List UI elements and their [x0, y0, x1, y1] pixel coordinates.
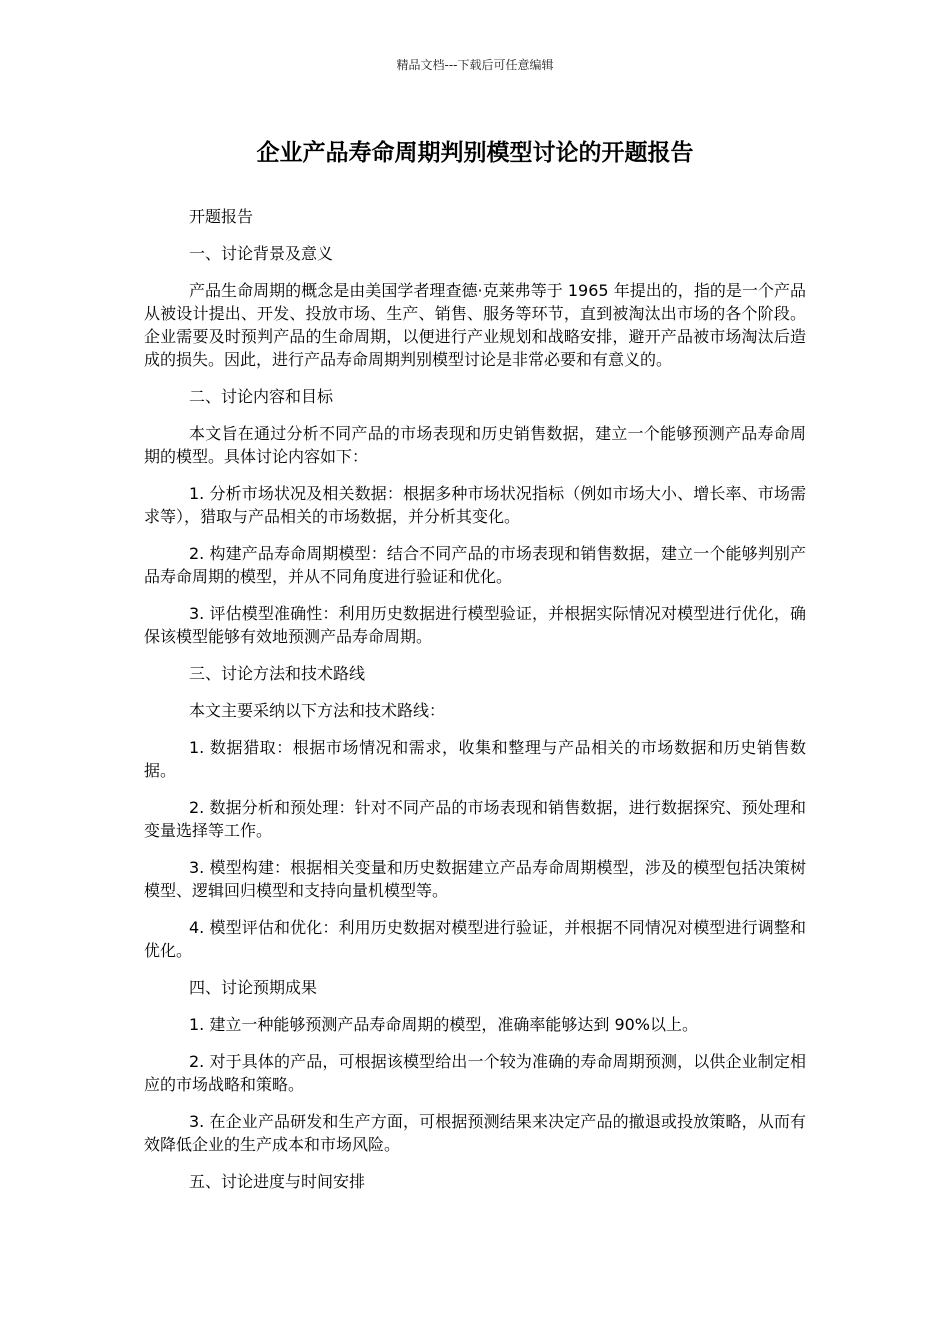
section-heading-background: 一、讨论背景及意义 [189, 244, 334, 263]
document-title: 企业产品寿命周期判别模型讨论的开题报告 [256, 140, 694, 166]
section-heading-expected-results: 四、讨论预期成果 [189, 978, 318, 997]
list-item-result-2: 2. 对于具体的产品，可根据该模型给出一个较为准确的寿命周期预测，以供企业制定相应的市场战略和策略。 [144, 1052, 806, 1094]
paragraph-report-label: 开题报告 [189, 207, 254, 226]
paragraph-methods-intro: 本文主要采纳以下方法和技术路线： [189, 701, 446, 720]
list-item-result-1: 1. 建立一种能够预测产品寿命周期的模型，准确率能够达到 90%以上。 [189, 1015, 699, 1034]
list-item-method-2: 2. 数据分析和预处理：针对不同产品的市场表现和销售数据，进行数据探究、预处理和变量选择等工作。 [144, 798, 806, 840]
section-heading-schedule: 五、讨论进度与时间安排 [189, 1172, 366, 1191]
list-item-content-2: 2. 构建产品寿命周期模型：结合不同产品的市场表现和销售数据，建立一个能够判别产品寿命周期的模型，并从不同角度进行验证和优化。 [144, 544, 806, 586]
section-heading-content-goals: 二、讨论内容和目标 [189, 387, 334, 406]
list-item-content-1: 1. 分析市场状况及相关数据：根据多种市场状况指标（例如市场大小、增长率、市场需求等），猎取与产品相关的市场数据，并分析其变化。 [144, 484, 806, 526]
list-item-content-3: 3. 评估模型准确性：利用历史数据进行模型验证，并根据实际情况对模型进行优化，确保该模型能够有效地预测产品寿命周期。 [144, 604, 806, 646]
document-body [144, 205, 806, 1207]
paragraph-content-intro: 本文旨在通过分析不同产品的市场表现和历史销售数据，建立一个能够预测产品寿命周期的模型。具体讨论内容如下： [144, 424, 806, 466]
list-item-method-3: 3. 模型构建：根据相关变量和历史数据建立产品寿命周期模型，涉及的模型包括决策树模型、逻辑回归模型和支持向量机模型等。 [144, 858, 806, 900]
header-note: 精品文档---下载后可任意编辑 [396, 58, 554, 72]
section-heading-methods: 三、讨论方法和技术路线 [189, 664, 366, 683]
list-item-result-3: 3. 在企业产品研发和生产方面，可根据预测结果来决定产品的撤退或投放策略，从而有效降低企业的生产成本和市场风险。 [144, 1112, 806, 1154]
list-item-method-1: 1. 数据猎取：根据市场情况和需求，收集和整理与产品相关的市场数据和历史销售数据。 [144, 738, 806, 780]
paragraph-background: 产品生命周期的概念是由美国学者理查德·克莱弗等于 1965 年提出的，指的是一个产品从被设计提出、开发、投放市场、生产、销售、服务等环节，直到被淘汰出市场的各个阶段。企业需要及时预判产品的生命周期，以便进行产业规划和战略安排，避开产品被市场淘汰后造成的损失。因此，进行产品寿命周期判别模型讨论是非常必要和有意义的。 [144, 281, 806, 369]
list-item-method-4: 4. 模型评估和优化：利用历史数据对模型进行验证，并根据不同情况对模型进行调整和优化。 [144, 918, 806, 960]
